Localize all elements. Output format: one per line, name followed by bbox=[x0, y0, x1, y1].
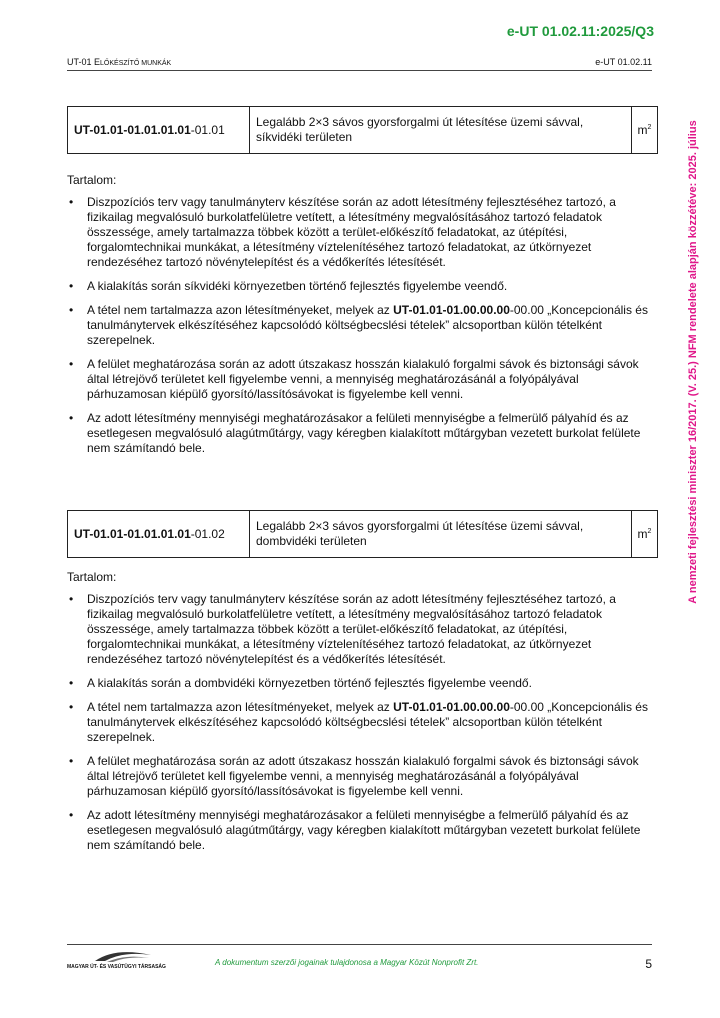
organization-logo bbox=[67, 949, 177, 973]
item-table bbox=[67, 106, 658, 154]
content-label: Tartalom: bbox=[67, 570, 117, 584]
list-item: • A felület meghatározása során az adott útszakasz hosszán kialakuló forgalmi sávok és biztonsági sávok által létrejövő területet kell figyelembe venni, a mennyiség meghatározásánál a folyópályával párhuzamosan kiépülő gyorsító/lassítósávokat is figyelembe kell venni. bbox=[67, 754, 652, 799]
page-number: 5 bbox=[645, 957, 652, 971]
publication-side-note: A nemzeti fejlesztési miniszter 16/2017. (V. 25.) NFM rendelete alapján közzétéve: 2025. július bbox=[687, 120, 699, 604]
item-unit: $m^2$ bbox=[632, 107, 658, 154]
item-unit: $m^2$ bbox=[632, 511, 658, 558]
document-code: e-UT 01.02.11:2025/Q3 bbox=[506, 23, 654, 39]
item-description: Legalább 2×3 sávos gyorsforgalmi út létesítése üzemi sávval, dombvidéki területen bbox=[250, 511, 632, 558]
running-header bbox=[67, 57, 652, 71]
list-item: • Az adott létesítmény mennyiségi meghatározásakor a felületi mennyiségbe a felmerülő pályahíd és az esetlegesen megvalósuló alagútműtárgy, vagy kéregben kialakított műtárgyban vezetett burkolat felülete nem számítandó bele. bbox=[67, 808, 652, 853]
list-item: • A tétel nem tartalmazza azon létesítményeket, melyek az UT-01.01-01.00.00.00-00.00 „Koncepcionális és tanulmánytervek elkészítéséhez kapcsolódó költségbecslési tételek” alcsoportban külön tételként szerepelnek. bbox=[67, 303, 652, 348]
list-item: • A tétel nem tartalmazza azon létesítményeket, melyek az UT-01.01-01.00.00.00-00.00 „Koncepcionális és tanulmánytervek elkészítéséhez kapcsolódó költségbecslési tételek” alcsoportban külön tételként szerepelnek. bbox=[67, 700, 652, 745]
item-description: Legalább 2×3 sávos gyorsforgalmi út létesítése üzemi sávval, síkvidéki területen bbox=[250, 107, 632, 154]
list-item: • A kialakítás során síkvidéki környezetben történő fejlesztés figyelembe veendő. bbox=[67, 279, 652, 294]
content-label: Tartalom: bbox=[67, 173, 117, 187]
item-table bbox=[67, 510, 658, 558]
item-content bbox=[67, 570, 652, 862]
header-section-title: UT-01 ELŐKÉSZÍTŐ MUNKÁK bbox=[67, 57, 172, 67]
list-item: • A felület meghatározása során az adott útszakasz hosszán kialakuló forgalmi sávok és biztonsági sávok által létrejövő területet kell figyelembe venni, a mennyiség meghatározásánál a folyópályával párhuzamosan kiépülő gyorsító/lassítósávokat is figyelembe kell venni. bbox=[67, 357, 652, 402]
list-item: • Az adott létesítmény mennyiségi meghatározásakor a felületi mennyiségbe a felmerülő pályahíd és az esetlegesen megvalósuló alagútműtárgy, vagy kéregben kialakított műtárgyban vezetett burkolat felülete nem számítandó bele. bbox=[67, 411, 652, 456]
footer-divider bbox=[67, 944, 652, 945]
item-code: UT-01.01-01.01.01.01-01.02 bbox=[68, 511, 250, 558]
copyright-notice: A dokumentum szerzői jogainak tulajdonosa a Magyar Közút Nonprofit Zrt. bbox=[215, 958, 479, 967]
list-item: • A kialakítás során a dombvidéki környezetben történő fejlesztés figyelembe veendő. bbox=[67, 676, 652, 691]
logo-text: MAGYAR ÚT- ÉS VASÚTÜGYI TÁRSASÁG bbox=[67, 964, 166, 970]
list-item: • Diszpozíciós terv vagy tanulmányterv készítése során az adott létesítmény fejlesztéséhez tartozó, a fizikailag megvalósuló burkolatfelületre vetített, a létesítmény megvalósításához tartozó feladatok összessége, amely tartalmazza többek között a terület-előkészítő feladatokat, az útépítési, forgalomtechnikai munkákat, a létesítmény víztelenítéséhez tartozó feladatokat, az útkörnyezet rendezéséhez tartozó növénytelepítést és a védőkerítés létesítését. bbox=[67, 592, 652, 667]
content-list bbox=[67, 592, 652, 853]
header-doc-id: e-UT 01.02.11 bbox=[595, 57, 652, 67]
logo-swoosh-icon bbox=[93, 949, 153, 963]
list-item: • Diszpozíciós terv vagy tanulmányterv készítése során az adott létesítmény fejlesztéséhez tartozó, a fizikailag megvalósuló burkolatfelületre vetített, a létesítmény megvalósításához tartozó feladatok összessége, amely tartalmazza többek között a terület-előkészítő feladatokat, az útépítési, forgalomtechnikai munkákat, a létesítmény víztelenítéséhez tartozó feladatokat, az útkörnyezet rendezéséhez tartozó növénytelepítést és a védőkerítés létesítését. bbox=[67, 195, 652, 270]
content-list bbox=[67, 195, 652, 456]
item-content bbox=[67, 173, 652, 465]
item-code: UT-01.01-01.01.01.01-01.01 bbox=[68, 107, 250, 154]
